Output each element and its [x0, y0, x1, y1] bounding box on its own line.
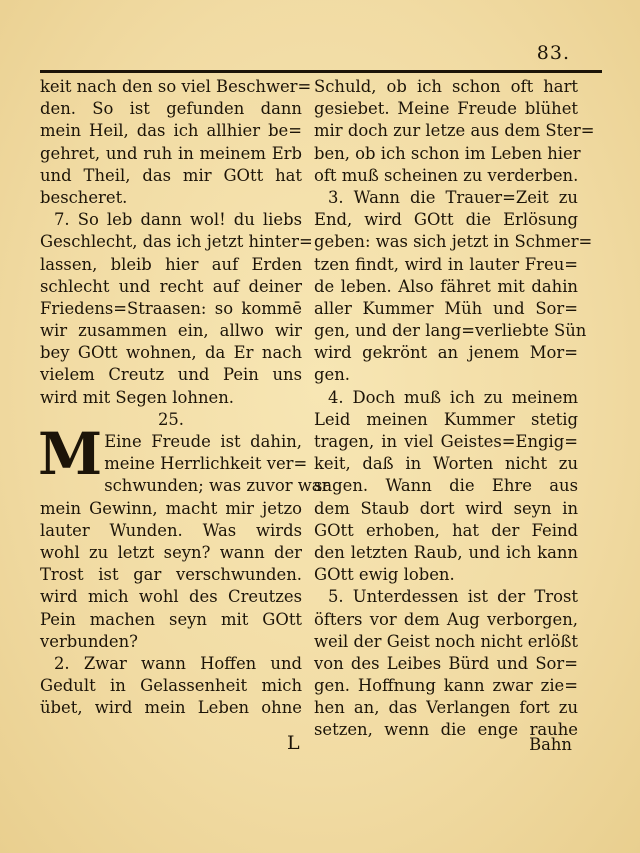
header-rule: [40, 70, 602, 73]
text-line: mein Gewinn, macht mir jetzo: [40, 498, 302, 518]
text-line: ben, ob ich schon im Leben hier: [314, 143, 581, 163]
text-line: mein Heil, das ich allhier be=: [40, 121, 302, 141]
text-line: geben: was sich jetzt in Schmer=: [314, 232, 593, 252]
text-line: gesiebet. Meine Freude blühet: [314, 99, 578, 119]
text-line: bey GOtt wohnen, da Er nach: [40, 343, 302, 363]
text-line: 5. Unterdessen ist der Trost: [328, 587, 578, 607]
signature-mark: L: [287, 732, 300, 754]
text-line: Eine Freude ist dahin,: [104, 432, 302, 451]
text-line: Friedens=Straasen: so kommē: [40, 298, 302, 318]
text-line: aller Kummer Müh und Sor=: [314, 298, 578, 318]
text-line: dem Staub dort wird seyn in: [314, 498, 578, 518]
text-line: öfters vor dem Aug verborgen,: [314, 609, 578, 629]
text-line: und Theil, das mir GOtt hat: [40, 165, 302, 185]
text-line: wird gekrönt an jenem Mor=: [314, 343, 578, 363]
text-line: bescheret.: [40, 187, 128, 207]
text-line: gen. Hoffnung kann zwar zie=: [314, 676, 578, 696]
hymn-number: 25.: [157, 409, 185, 429]
text-line: oft muß scheinen zu verderben.: [314, 165, 579, 185]
text-line: wir zusammen ein, allwo wir: [40, 321, 302, 341]
text-line: keit, daß in Worten nicht zu: [314, 454, 578, 474]
right-column-text: [314, 76, 595, 742]
text-line: vielem Creutz und Pein uns: [40, 365, 302, 385]
text-line: schwunden; was zuvor war: [104, 476, 330, 496]
text-line: gen.: [314, 365, 350, 385]
text-line: Pein machen seyn mit GOtt: [40, 609, 302, 629]
text-line: sagen. Wann die Ehre aus: [314, 476, 578, 496]
text-line: hen an, das Verlangen fort zu: [314, 698, 578, 718]
catchword: Bahn: [529, 735, 572, 754]
right-column: [314, 76, 595, 742]
text-line: Geschlecht, das ich jetzt hinter=: [40, 232, 313, 252]
text-line: den. So ist gefunden dann: [40, 99, 302, 119]
page-number: 83.: [536, 42, 570, 64]
text-line: GOtt erhoben, hat der Feind: [314, 520, 578, 540]
text-line: Leid meinen Kummer stetig: [314, 409, 578, 429]
text-line: verbunden?: [40, 631, 138, 651]
text-line: den letzten Raub, und ich kann: [314, 542, 578, 562]
text-line: übet, wird mein Leben ohne: [40, 698, 302, 718]
text-line: 3. Wann die Trauer=Zeit zu: [328, 187, 578, 207]
text-line: mir doch zur letze aus dem Ster=: [314, 121, 595, 141]
text-line: wird mich wohl des Creutzes: [40, 587, 302, 607]
text-line: de leben. Also fähret mit dahin: [314, 276, 578, 296]
text-line: gehret, und ruh in meinem Erb: [40, 143, 302, 163]
text-line: weil der Geist noch nicht erlößt: [314, 631, 578, 651]
left-column: [38, 76, 330, 719]
text-line: Schuld, ob ich schon oft hart: [314, 77, 578, 96]
text-line: End, wird GOtt die Erlösung: [314, 210, 578, 230]
text-line: wohl zu letzt seyn? wann der: [40, 542, 302, 562]
text-line: 7. So leb dann wol! du liebs: [54, 210, 302, 230]
text-line: 2. Zwar wann Hoffen und: [54, 653, 302, 673]
text-line: lassen, bleib hier auf Erden: [40, 254, 302, 274]
text-line: meine Herrlichkeit ver=: [104, 454, 308, 474]
text-line: von des Leibes Bürd und Sor=: [314, 653, 578, 673]
text-line: 4. Doch muß ich zu meinem: [328, 387, 578, 407]
text-line: tragen, in viel Geistes=Engig=: [314, 432, 578, 451]
drop-capital: M: [38, 420, 103, 488]
text-line: tzen findt, wird in lauter Freu=: [314, 254, 578, 274]
text-line: Trost ist gar verschwunden.: [40, 565, 302, 585]
text-line: gen, und der lang=verliebte Sün: [314, 321, 587, 341]
left-column-text: [40, 76, 313, 409]
text-line: schlecht und recht auf deiner: [40, 276, 302, 296]
text-line: GOtt ewig loben.: [314, 565, 455, 585]
text-line: Gedult in Gelassenheit mich: [40, 676, 302, 696]
text-line: lauter Wunden. Was wirds: [40, 520, 302, 540]
text-line: wird mit Segen lohnen.: [40, 387, 234, 407]
text-line: setzen, wenn die enge rauhe: [314, 720, 578, 740]
text-line: keit nach den so viel Beschwer=: [40, 77, 312, 96]
hymn-25: [38, 420, 330, 719]
